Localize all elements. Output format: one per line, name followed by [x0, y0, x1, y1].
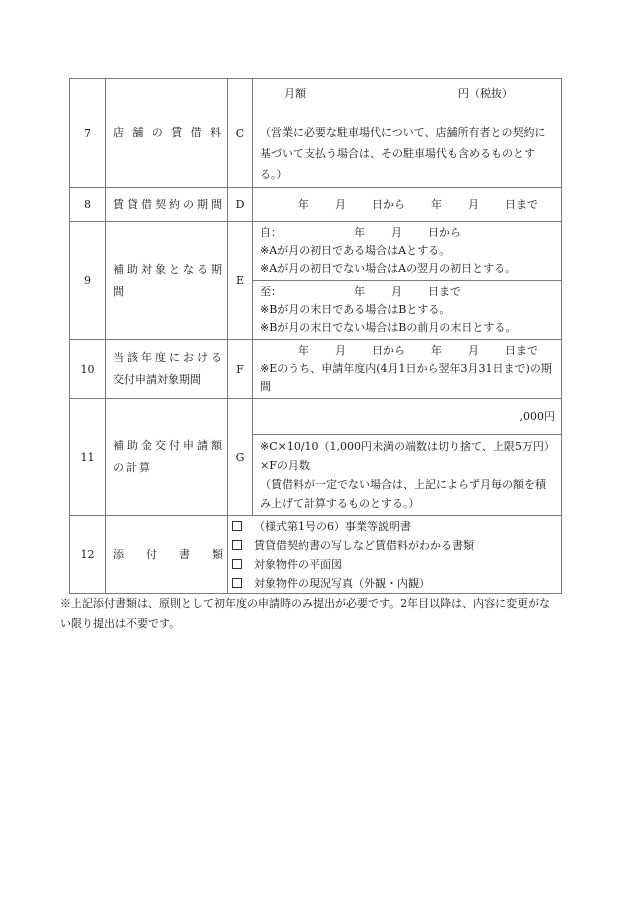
row-label	[106, 340, 228, 399]
parking-note: （営業に必要な駐車場代について、店舗所有者との契約に基づいて支払う場合は、その駐車場代も含めるものとする。）	[260, 126, 546, 181]
row-label: 店舗の賃借料	[106, 79, 228, 188]
year-label: 年	[354, 226, 365, 239]
row-code: D	[228, 188, 253, 222]
day-label: 日から	[428, 226, 461, 239]
year-label: 年	[298, 198, 309, 211]
year-label: 年	[431, 344, 442, 357]
day-to-label: 日まで	[505, 344, 538, 357]
attachment-item[interactable]	[228, 555, 561, 574]
to-note: ※Bが月の末日でない場合はBの前月の末日とする。	[260, 321, 517, 334]
row-label	[106, 399, 228, 516]
month-label: 月	[335, 198, 346, 211]
row-number: 9	[70, 222, 106, 340]
rent-amount-field[interactable]	[253, 79, 562, 188]
checkbox-icon[interactable]	[232, 540, 242, 550]
day-to-label: 日まで	[505, 198, 538, 211]
month-label: 月	[391, 226, 402, 239]
row-code: F	[228, 340, 253, 399]
monthly-amount-label: 月額	[284, 87, 306, 100]
checkbox-icon[interactable]	[232, 521, 242, 531]
from-note: ※Aが月の初日でない場合はAの翌月の初日とする。	[260, 262, 517, 275]
label-line: の計算	[113, 461, 152, 474]
year-label: 年	[431, 198, 442, 211]
subsidy-period-to-field[interactable]	[253, 281, 562, 340]
attachment-label: 対象物件の平面図	[254, 558, 342, 571]
month-label: 月	[468, 198, 479, 211]
form-page	[60, 78, 561, 634]
to-prefix: 至：	[260, 285, 282, 298]
row-number: 12	[70, 516, 106, 594]
attachment-item[interactable]	[228, 517, 561, 536]
month-label: 月	[468, 344, 479, 357]
day-from-label: 日から	[372, 344, 405, 357]
attachments-list	[228, 516, 562, 594]
monthly-amount-line	[260, 83, 555, 104]
checkbox-icon[interactable]	[232, 578, 242, 588]
formula-note: （賃借料が一定でない場合は、上記によらず月毎の額を積み上げて計算するものとする。）	[260, 478, 546, 510]
attachment-label: （様式第1号の6）事業等説明書	[254, 520, 411, 533]
attachment-label: 対象物件の現況写真（外観・内観）	[254, 577, 430, 590]
calculation-note	[253, 435, 562, 516]
row-number: 8	[70, 188, 106, 222]
footnote: ※上記添付書類は、原則として初年度の申請時のみ提出が必要です。2年目以降は、内容に変更がない限り提出は不要です。	[60, 597, 551, 630]
contract-period-field[interactable]	[253, 188, 562, 222]
table-row-11-amount	[70, 399, 562, 435]
subsidy-period-from-field[interactable]	[253, 222, 562, 281]
row-code: E	[228, 222, 253, 340]
row-label: 添付書類	[106, 516, 228, 594]
label-line: 補助金交付申請額	[113, 439, 225, 452]
row-label: 賃貸借契約の期間	[106, 188, 228, 222]
year-label: 年	[354, 285, 365, 298]
label-line: 間	[113, 284, 126, 298]
label-line: 補助対象となる期	[113, 262, 225, 276]
year-label: 年	[298, 344, 309, 357]
day-from-label: 日から	[372, 198, 405, 211]
attachment-label: 賃貸借契約書の写しなど賃借料がわかる書類	[254, 539, 474, 552]
label-line: 当該年度における	[113, 351, 225, 364]
checkbox-icon[interactable]	[232, 559, 242, 569]
row-label	[106, 222, 228, 340]
from-note: ※Aが月の初日である場合はAとする。	[260, 244, 451, 257]
table-row-12	[70, 516, 562, 594]
day-label: 日まで	[428, 285, 461, 298]
row-code: C	[228, 79, 253, 188]
row-number: 11	[70, 399, 106, 516]
application-table	[69, 78, 562, 594]
month-label: 月	[391, 285, 402, 298]
application-period-field[interactable]	[253, 340, 562, 399]
from-prefix: 自：	[260, 226, 282, 239]
table-row-9-from	[70, 222, 562, 281]
row-code: G	[228, 399, 253, 516]
row-number: 10	[70, 340, 106, 399]
formula-text: ※C×10/10（1,000円未満の端数は切り捨て、上限5万円）×Fの月数	[260, 440, 555, 472]
period-note: ※Eのうち、申請年度内(4月1日から翌年3月31日まで)の期間	[260, 362, 552, 393]
table-row-7	[70, 79, 562, 188]
table-row-8	[70, 188, 562, 222]
to-note: ※Bが月の末日である場合はBとする。	[260, 303, 451, 316]
label-line: 交付申請対象期間	[113, 373, 201, 386]
row-number: 7	[70, 79, 106, 188]
amount-suffix: ,000円	[519, 410, 555, 423]
attachment-item[interactable]	[228, 574, 561, 593]
table-row-10	[70, 340, 562, 399]
month-label: 月	[335, 344, 346, 357]
attachment-item[interactable]	[228, 536, 561, 555]
subsidy-amount-field[interactable]	[253, 399, 562, 435]
amount-unit: 円（税抜）	[458, 87, 513, 100]
